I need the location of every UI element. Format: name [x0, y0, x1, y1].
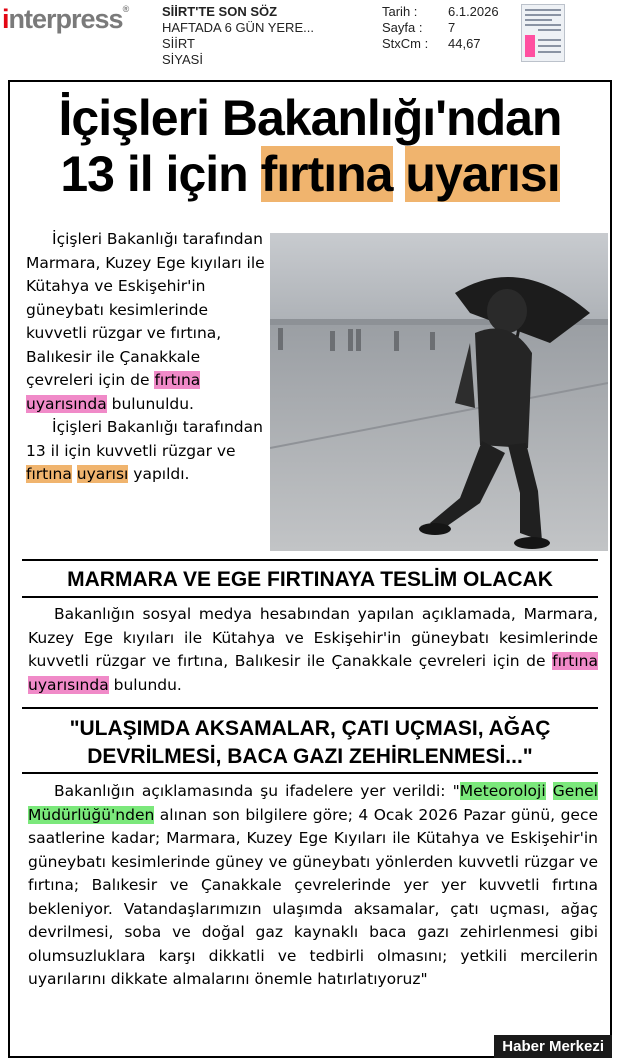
article-photo: [270, 233, 608, 551]
headline-line-2: 13 il için fırtına uyarısı: [60, 146, 560, 202]
publication-category: SİYASİ: [162, 52, 203, 67]
publication-info: [162, 4, 314, 68]
subheading-2: "ULAŞIMDA AKSAMALAR, ÇATI UÇMASI, AĞAÇ DEVRİLMESİ, BACA GAZI ZEHİRLENMESİ...": [69, 717, 551, 768]
author-signature: Haber Merkezi: [494, 1035, 612, 1058]
intro-paragraph-1: İçişleri Bakanlığı tarafından Marmara, Kuzey Ege kıyıları ile Kütahya ve Eskişehir'in güneybatı kesimlerinde kuvvetli rüzgar ve fırtına, Balıkesir ile Çanakkale çevreleri için de fırtına uyarısında bulunuldu.: [26, 230, 265, 413]
article-frame: [8, 80, 612, 1058]
body-section-1: [28, 603, 598, 697]
headline-highlight-1: fırtına: [260, 146, 393, 202]
interpress-logo: interpress®: [2, 4, 129, 34]
headline-highlight-2: uyarısı: [405, 146, 560, 202]
body-section-2: [28, 780, 598, 992]
divider: [22, 707, 598, 709]
intro-text: [26, 228, 266, 487]
page-label: Sayfa :: [382, 20, 423, 35]
publication-frequency: HAFTADA 6 GÜN YERE...: [162, 20, 314, 35]
publication-name: SİİRT'TE SON SÖZ: [162, 4, 278, 19]
body-paragraph-1: Bakanlığın sosyal medya hesabından yapılan açıklamada, Marmara, Kuzey Ege kıyıları ile Kütahya ve Eskişehir'in güneybatı kesimlerinde kuvvetli rüzgar ve fırtına, Balıkesir ile Çanakkale çevreleri için de fırtına uyarısında bulundu.: [28, 605, 598, 694]
clipping-header: [0, 0, 620, 80]
storm-umbrella-photo: [270, 233, 608, 551]
headline-line-1: İçişleri Bakanlığı'ndan: [58, 90, 562, 146]
page-thumbnail-icon[interactable]: [521, 4, 565, 62]
date-value: 6.1.2026: [448, 4, 499, 19]
clipping-meta: [382, 4, 499, 52]
body-paragraph-2: Bakanlığın açıklamasında şu ifadelere yer verildi: "Meteoroloji Genel Müdürlüğü'nden alınan son bilgilere göre; 4 Ocak 2026 Pazar günü, gece saatlerine kadar; Marmara, Kuzey Ege Kıyıları ile Kütahya ve Eskişehir'in güneybatı kesimlerinde güney ve güneybatı yönlerden kuvvetli rüzgar ve fırtına; Balıkesir ve Çanakkale çevrelerinde yer yer kuvvetli fırtına bekleniyor. Vatandaşlarımızın ulaşımda aksamalar, çatı uçması, ağaç devrilmesi, soba ve doğal gaz kaynaklı baca gazı zehirlenmesi gibi olumsuzluklara karşı dikkatli ve tedbirli olmasını; yetkili mercilerin uyarılarını dikkate almalarını önemle hatırlatıyoruz": [28, 782, 598, 988]
stxcm-value: 44,67: [448, 36, 481, 51]
intro-paragraph-2: İçişleri Bakanlığı tarafından 13 il için kuvvetli rüzgar ve fırtına uyarısı yapıldı.: [26, 418, 263, 483]
date-label: Tarih :: [382, 4, 418, 19]
page-value: 7: [448, 20, 456, 35]
divider: [22, 772, 598, 774]
article-position-marker: [525, 35, 535, 57]
subheading-1: MARMARA VE EGE FIRTINAYA TESLİM OLACAK: [67, 568, 553, 591]
headline: [10, 90, 610, 202]
publication-city: SİİRT: [162, 36, 195, 51]
divider: [22, 596, 598, 598]
divider: [22, 559, 598, 561]
stxcm-label: StxCm :: [382, 36, 429, 51]
logo-text: nterpress: [8, 4, 123, 34]
